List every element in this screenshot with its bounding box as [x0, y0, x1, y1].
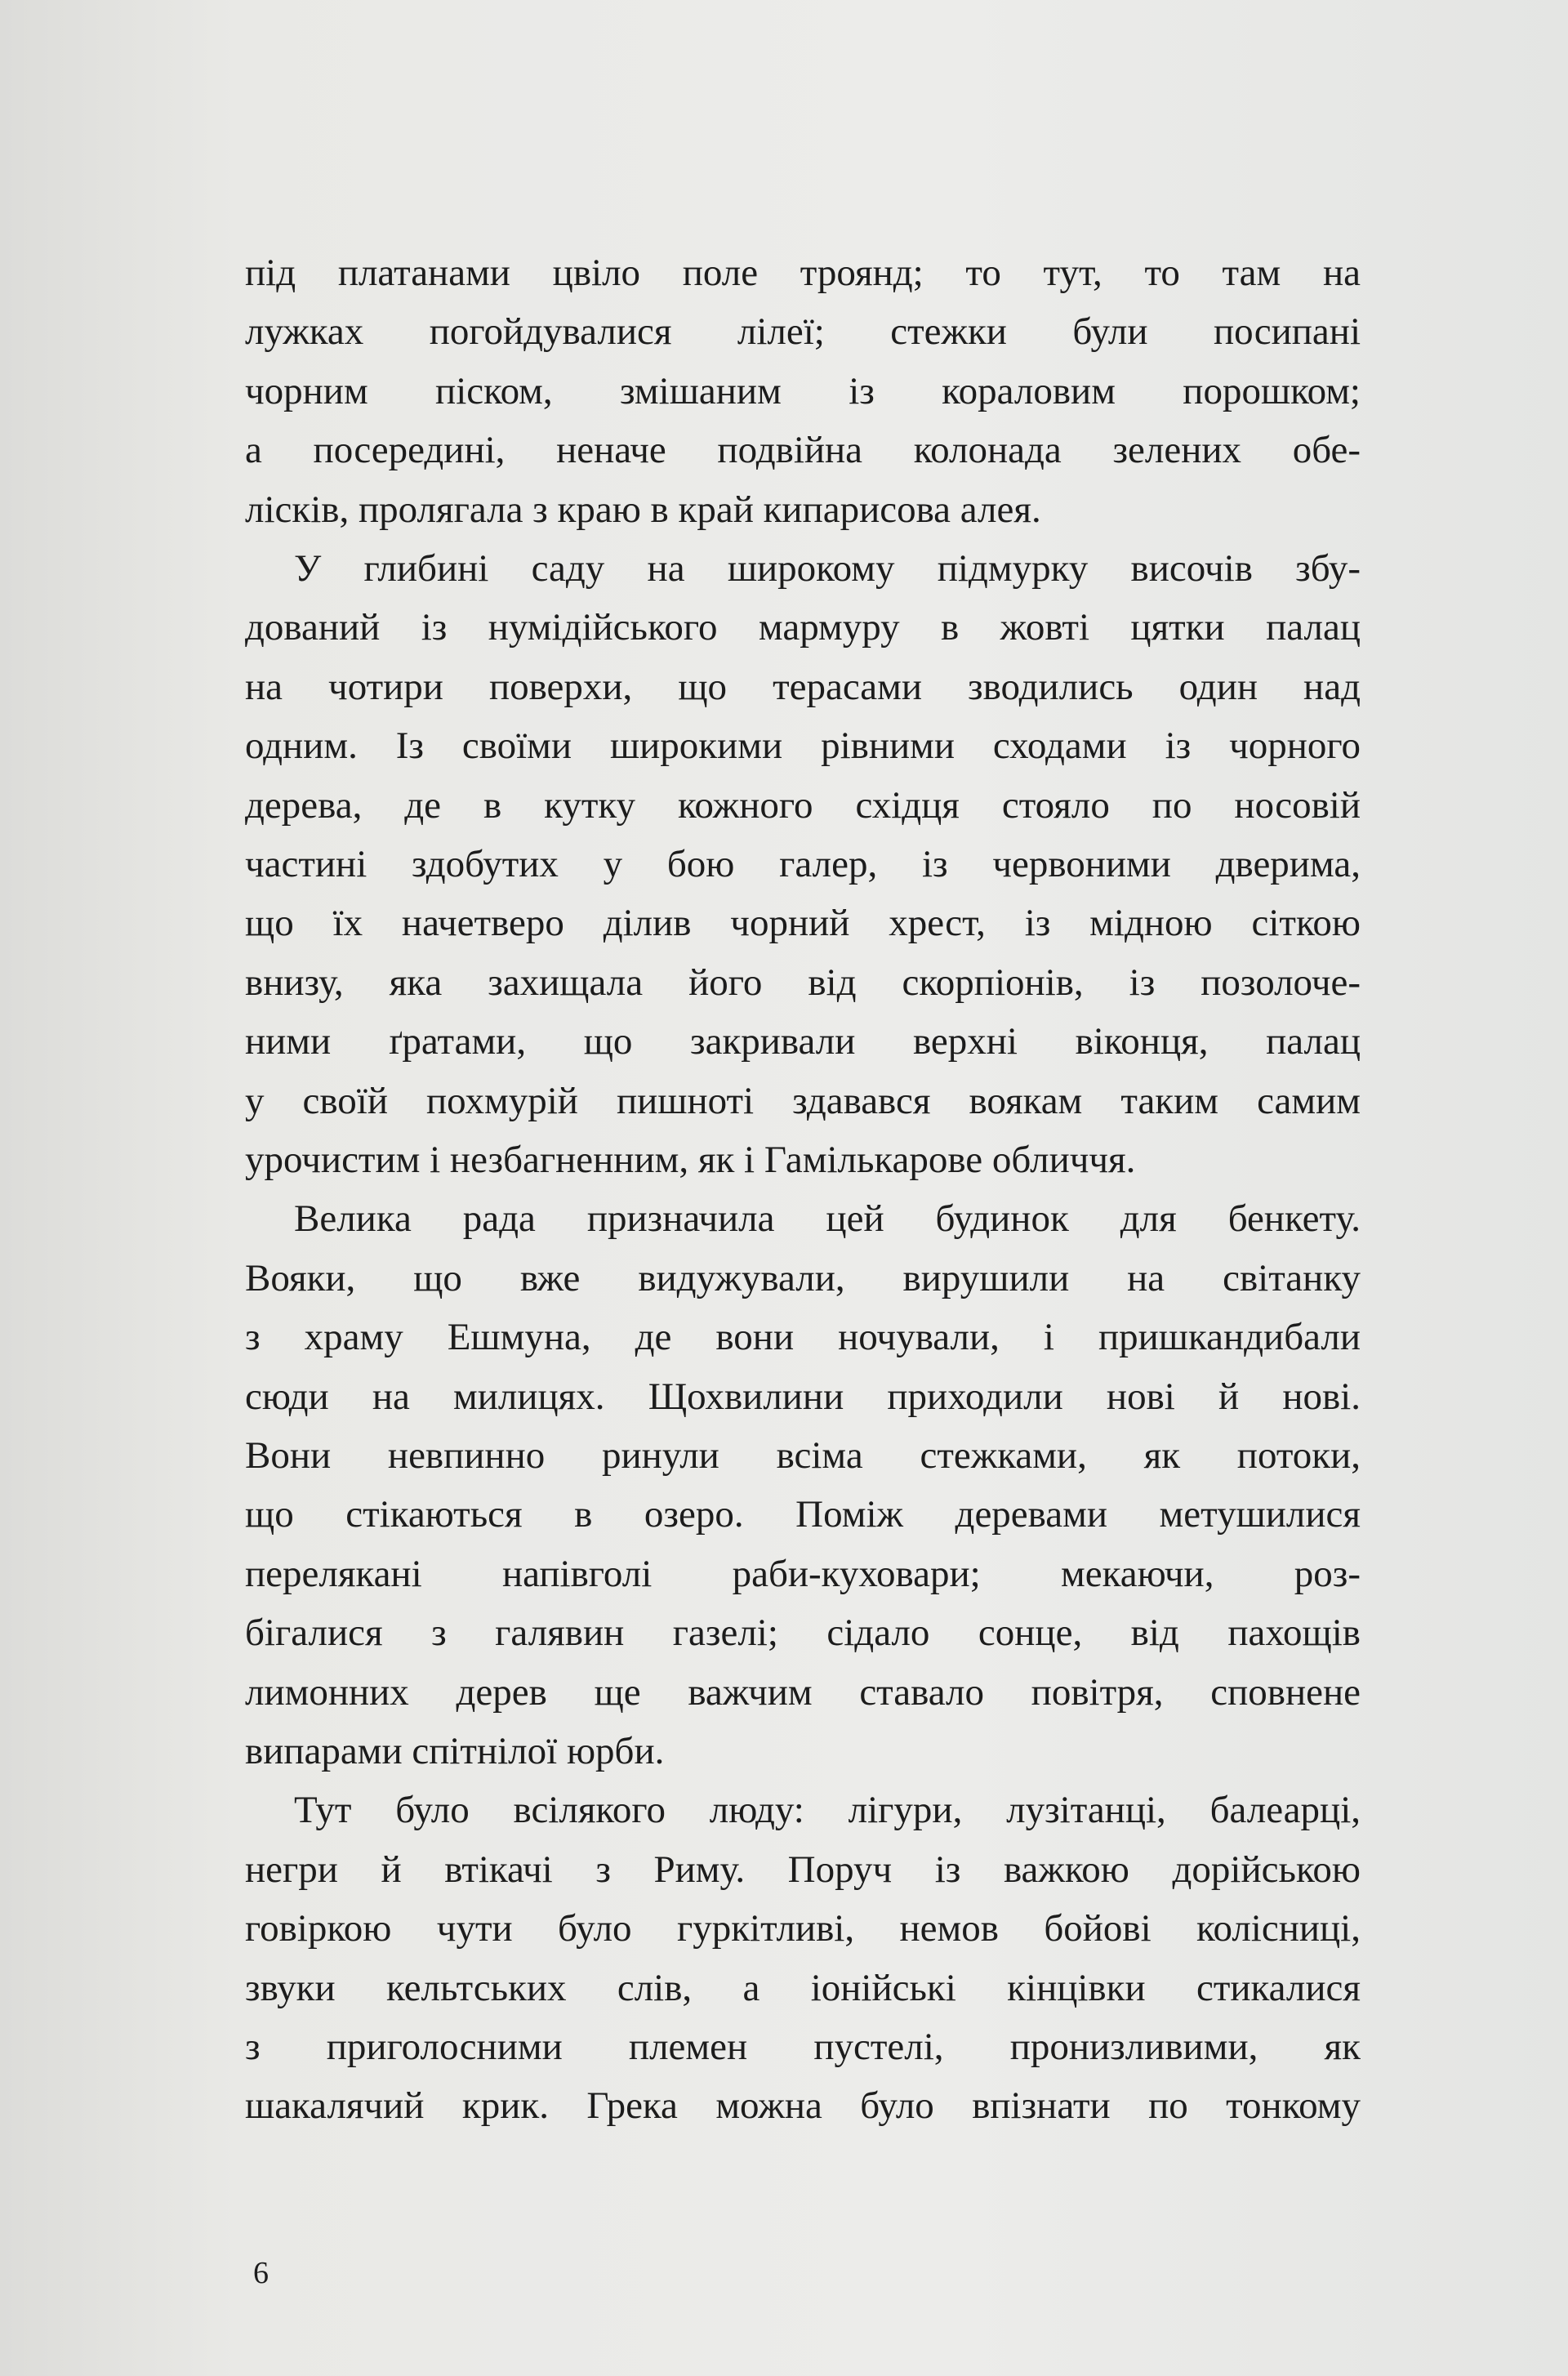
- text-line: ними ґратами, що закривали верхні віконця, палац: [245, 1020, 1361, 1063]
- text-line: бігалися з галявин газелі; сідало сонце, від пахощів: [245, 1611, 1361, 1655]
- text-line: лісків, пролягала з краю в край кипарисова алея.: [245, 488, 1041, 531]
- text-line: Велика рада призначила цей будинок для бенкету.: [294, 1197, 1361, 1241]
- text-line: лужках погойдувалися лілеї; стежки були посипані: [245, 310, 1361, 354]
- text-line: що їх начетверо ділив чорний хрест, із мідною сіткою: [245, 902, 1361, 945]
- text-line: звуки кельтських слів, а іонійські кінцівки стикалися: [245, 1966, 1361, 2009]
- text-line: Тут було всілякого люду: лігури, лузітанці, балеарці,: [294, 1789, 1361, 1832]
- text-line: що стікаються в озеро. Поміж деревами метушилися: [245, 1493, 1361, 1536]
- text-line: під платанами цвіло поле троянд; то тут, то там на: [245, 252, 1361, 294]
- text-line: дований із нумідійського мармуру в жовті цятки палац: [245, 606, 1361, 649]
- text-line: частині здобутих у бою галер, із червоними дверима,: [245, 843, 1361, 885]
- text-line: перелякані напівголі раби-куховари; мекаючи, роз-: [245, 1552, 1361, 1595]
- text-line: одним. Із своїми широкими рівними сходами із чорного: [245, 724, 1361, 768]
- text-line: з храму Ешмуна, де вони ночували, і пришкандибали: [245, 1316, 1361, 1359]
- text-line: чорним піском, змішаним із кораловим порошком;: [245, 369, 1361, 412]
- text-line: у своїй похмурій пишноті здавався воякам таким самим: [245, 1079, 1361, 1122]
- text-line: дерева, де в кутку кожного східця стояло по носовій: [245, 783, 1361, 827]
- text-line: випарами спітнілої юрби.: [245, 1730, 665, 1772]
- text-line: з приголосними племен пустелі, пронизливими, як: [245, 2026, 1361, 2068]
- text-line: сюди на милицях. Щохвилини приходили нові й нові.: [245, 1375, 1361, 1418]
- text-line: Вояки, що вже видужували, вирушили на світанку: [245, 1256, 1361, 1299]
- text-line: говіркою чути було гуркітливі, немов бойові колісниці,: [245, 1907, 1361, 1950]
- page-number: 6: [253, 2256, 269, 2290]
- text-line: урочистим і незбагненним, як і Гамількарове обличчя.: [245, 1139, 1136, 1181]
- text-line: Вони невпинно ринули всіма стежками, як потоки,: [245, 1434, 1361, 1477]
- text-line: на чотири поверхи, що терасами зводились один над: [245, 665, 1361, 708]
- text-line: шакалячий крик. Грека можна було впізнати по тонкому: [245, 2084, 1361, 2128]
- text-line: лимонних дерев ще важчим ставало повітря, сповнене: [245, 1670, 1361, 1714]
- text-line: внизу, яка захищала його від скорпіонів, із позолоче-: [245, 961, 1361, 1004]
- text-line: негри й втікачі з Риму. Поруч із важкою дорійською: [245, 1848, 1361, 1891]
- text-line: а посередині, неначе подвійна колонада зелених обе-: [245, 429, 1361, 472]
- text-line: У глибині саду на широкому підмурку височів збу-: [294, 547, 1361, 590]
